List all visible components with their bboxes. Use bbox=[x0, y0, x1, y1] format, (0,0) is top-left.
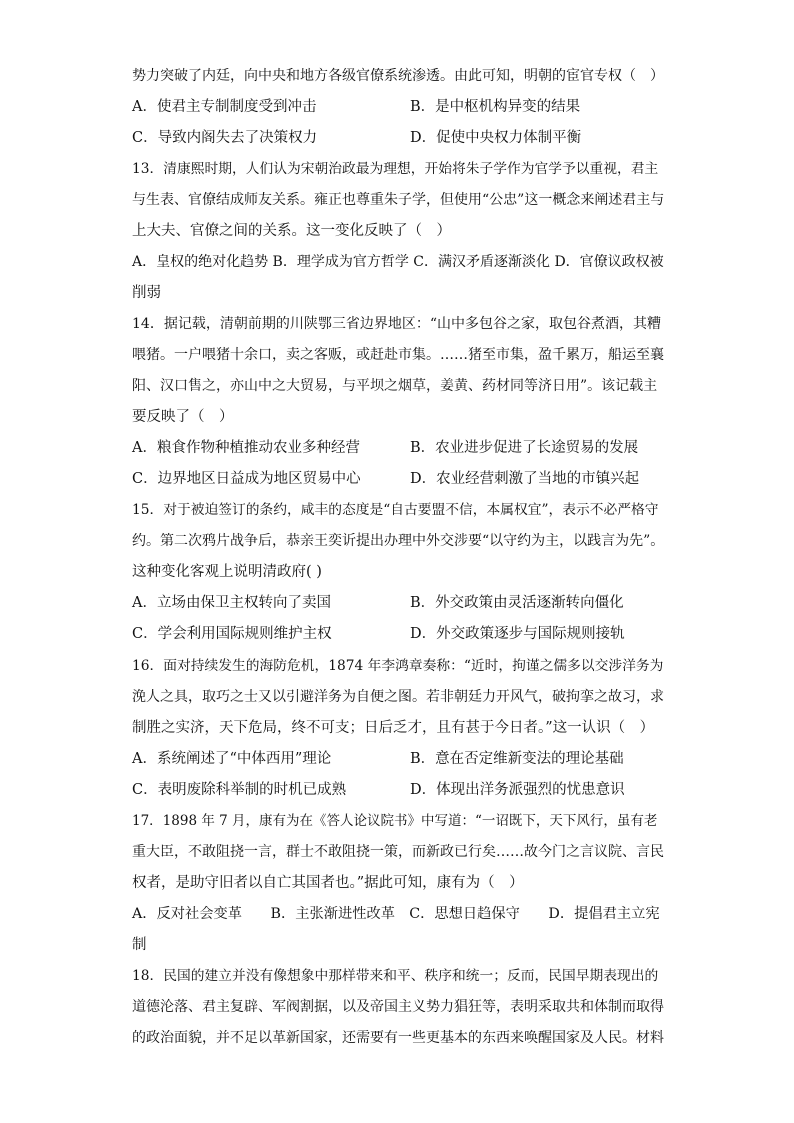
question-18-text-line: 道德沦落、君主复辟、军阀割据，以及帝国主义势力猖狂等，表明采取共和体制而取得 bbox=[132, 999, 664, 1015]
question-18-text-line: 18．民国的建立并没有像想象中那样带来和平、秩序和统一；反而，民国早期表现出的 bbox=[132, 968, 659, 984]
question-18-text-line: 的政治面貌，并不足以革新国家，还需要有一些更基本的东西来唤醒国家及人民。材料 bbox=[132, 1030, 664, 1046]
option-c: C．表明废除科举制的时机已成熟 bbox=[132, 782, 347, 798]
question-16-text-line: 16．面对持续发生的海防危机，1874 年李鸿章奏称：“近时，拘谨之儒多以交涉洋务为 bbox=[132, 658, 664, 674]
question-17-options-wrap: 制 bbox=[132, 937, 147, 953]
question-12-text-line: 势力突破了内廷，向中央和地方各级官僚系统渗透。由此可知，明朝的宦官专权（ ） bbox=[132, 68, 664, 84]
option-b: B．是中枢机构异变的结果 bbox=[410, 99, 581, 115]
question-17-text-line: 权者，是助守旧者以自亡其国者也。”据此可知，康有为（ ） bbox=[132, 875, 524, 891]
option-c: C．边界地区日益成为地区贸易中心 bbox=[132, 471, 361, 487]
question-15-text-line: 约。第二次鸦片战争后，恭亲王奕䜣提出办理中外交涉要“以守约为主，以践言为先”。 bbox=[132, 533, 665, 549]
question-14-text-line: 喂猪。一户喂猪十余口，卖之客贩，或赶赴市集。……猪至市集，盈千累万，船运至襄 bbox=[132, 347, 664, 363]
question-16-text-line: 浼人之具，取巧之士又以引避洋务为自便之图。若非朝廷力开风气，破拘挛之故习，求 bbox=[132, 689, 664, 705]
option-d: D．体现出洋务派强烈的忧患意识 bbox=[410, 782, 625, 798]
question-15-text-line: 15．对于被迫签订的条约，咸丰的态度是“自古要盟不信，本属权宜”，表示不必严格守 bbox=[132, 502, 659, 518]
question-13-options-wrap: 削弱 bbox=[132, 285, 161, 301]
question-14-text-line: 阳、汉口售之，亦山中之大贸易，与平坝之烟草，姜黄、药材同等济日用”。该记载主 bbox=[132, 378, 658, 394]
question-13-text-line: 13．清康熙时期，人们认为宋朝治政最为理想，开始将朱子学作为官学予以重视，君主 bbox=[132, 161, 659, 177]
question-14-text-line: 14．据记载，清朝前期的川陕鄂三省边界地区：“山中多包谷之家，取包谷煮酒，其糟 bbox=[132, 316, 661, 332]
option-a: A．系统阐述了“中体西用”理论 bbox=[132, 751, 332, 767]
question-17-text-line: 重大臣，不敢阻挠一言，群士不敢阻挠一策，而新政已行矣……故今门之言议院、言民 bbox=[132, 844, 664, 860]
question-15-text-line: 这种变化客观上说明清政府( ) bbox=[132, 564, 322, 580]
option-c: C．学会利用国际规则维护主权 bbox=[132, 626, 332, 642]
option-d: D．外交政策逐步与国际规则接轨 bbox=[410, 626, 625, 642]
question-13-text-line: 上大夫、官僚之间的关系。这一变化反映了（ ） bbox=[132, 223, 451, 239]
option-b: B．意在否定维新变法的理论基础 bbox=[410, 751, 624, 767]
question-13-text-line: 与生表、官僚结成师友关系。雍正也尊重朱子学，但使用“公忠”这一概念来阐述君主与 bbox=[132, 192, 665, 208]
option-b: B．农业进步促进了长途贸易的发展 bbox=[410, 440, 639, 456]
option-b: B．外交政策由灵活逐渐转向僵化 bbox=[410, 595, 624, 611]
option-a: A．使君主专制制度受到冲击 bbox=[132, 99, 317, 115]
option-a: A．立场由保卫主权转向了卖国 bbox=[132, 595, 331, 611]
question-13-options: A．皇权的绝对化趋势 B．理学成为官方哲学 C．满汉矛盾逐渐淡化 D．官僚议政权被 bbox=[132, 254, 664, 270]
question-17-options: A．反对社会变革 B．主张渐进性改革 C．思想日趋保守 D．提倡君主立宪 bbox=[132, 906, 660, 922]
option-c: C．导致内阁失去了决策权力 bbox=[132, 130, 318, 146]
option-d: D．农业经营刺激了当地的市镇兴起 bbox=[410, 471, 640, 487]
option-a: A．粮食作物种植推动农业多种经营 bbox=[132, 440, 360, 456]
question-16-text-line: 制胜之实济，天下危局，终不可支；日后乏才，且有甚于今日者。”这一认识（ ） bbox=[132, 720, 655, 736]
option-d: D．促使中央权力体制平衡 bbox=[410, 130, 582, 146]
question-14-text-line: 要反映了（ ） bbox=[132, 409, 234, 425]
question-17-text-line: 17．1898 年 7 月，康有为在《答人论议院书》中写道：“一诏既下，天下风行，虽有老 bbox=[132, 813, 658, 829]
